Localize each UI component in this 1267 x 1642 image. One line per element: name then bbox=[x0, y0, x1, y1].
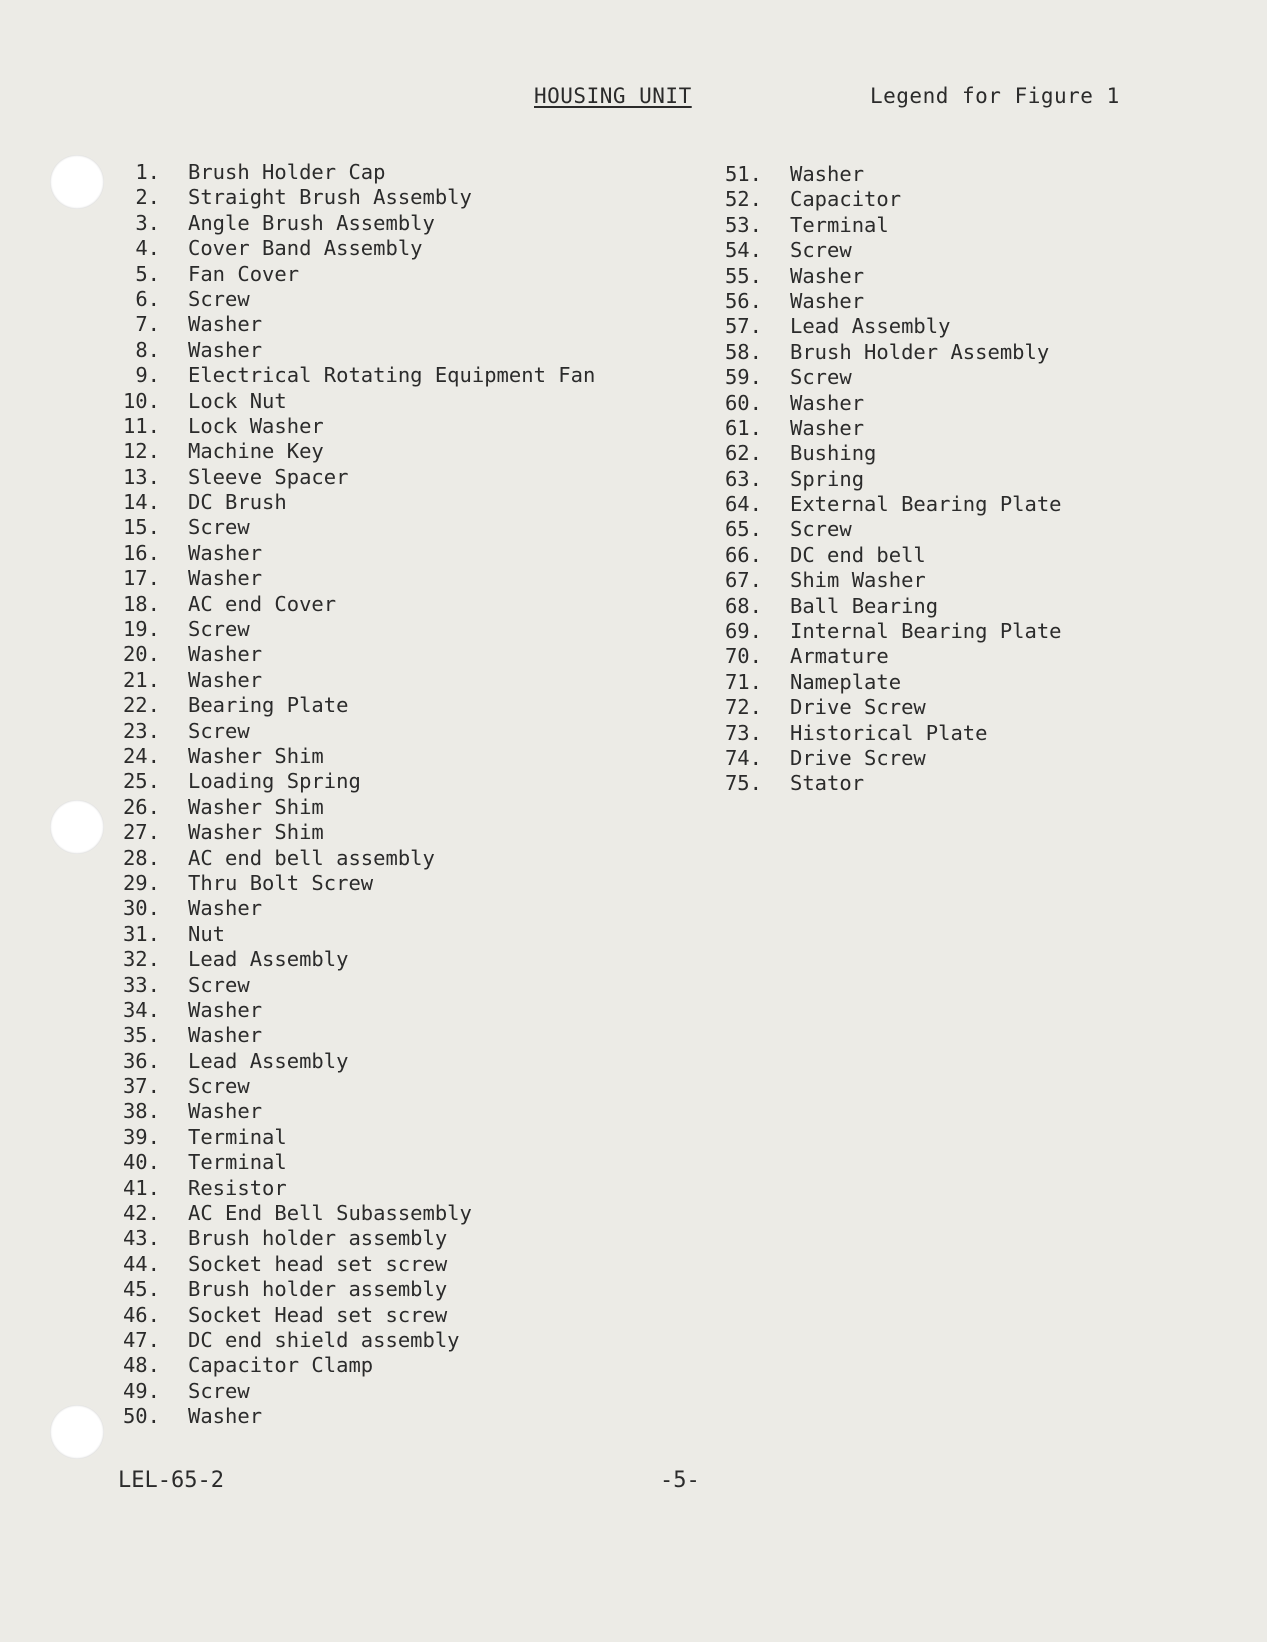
item-number: 70 . bbox=[714, 644, 762, 669]
part-name: Screw bbox=[188, 1378, 250, 1403]
item-number: 2 . bbox=[112, 185, 160, 210]
part-name: Washer bbox=[188, 1099, 263, 1124]
page-title: HOUSING UNIT bbox=[534, 84, 692, 108]
part-name: Screw bbox=[188, 617, 250, 642]
item-number: 33 . bbox=[112, 973, 160, 998]
item-number: 27 . bbox=[112, 820, 160, 845]
item-number: 74 . bbox=[714, 746, 762, 771]
part-name: Internal Bearing Plate bbox=[790, 619, 1062, 644]
item-number: 48 . bbox=[112, 1353, 160, 1378]
part-name: Washer bbox=[790, 263, 865, 288]
part-name: Washer bbox=[188, 896, 263, 921]
item-number: 18 . bbox=[112, 592, 160, 617]
part-name: Washer bbox=[188, 1404, 263, 1429]
item-number: 41 . bbox=[112, 1176, 160, 1201]
item-number: 23 . bbox=[112, 719, 160, 744]
part-name: AC end Cover bbox=[188, 591, 337, 616]
part-name: Capacitor bbox=[790, 187, 902, 212]
item-number: 24 . bbox=[112, 744, 160, 769]
item-number: 39 . bbox=[112, 1125, 160, 1150]
part-name: Screw bbox=[188, 1074, 250, 1099]
item-number: 47 . bbox=[112, 1328, 160, 1353]
item-number: 66 . bbox=[714, 543, 762, 568]
part-name: Bearing Plate bbox=[188, 693, 349, 718]
part-name: Washer bbox=[188, 540, 263, 565]
item-number: 16 . bbox=[112, 541, 160, 566]
part-name: Electrical Rotating Equipment Fan bbox=[188, 363, 596, 388]
item-number: 12 . bbox=[112, 439, 160, 464]
item-number: 44 . bbox=[112, 1252, 160, 1277]
part-name: Drive Screw bbox=[790, 745, 926, 770]
item-number: 45 . bbox=[112, 1277, 160, 1302]
part-name: Stator bbox=[790, 771, 865, 796]
item-number: 63 . bbox=[714, 467, 762, 492]
item-number: 58 . bbox=[714, 340, 762, 365]
part-name: DC end shield assembly bbox=[188, 1327, 460, 1352]
part-name: External Bearing Plate bbox=[790, 492, 1062, 517]
part-name: Angle Brush Assembly bbox=[188, 210, 435, 235]
part-name: Resistor bbox=[188, 1175, 287, 1200]
part-name: Washer bbox=[188, 997, 263, 1022]
item-number: 6 . bbox=[112, 287, 160, 312]
item-number: 7 . bbox=[112, 312, 160, 337]
part-name: DC Brush bbox=[188, 490, 287, 515]
item-number: 13 . bbox=[112, 465, 160, 490]
part-name: Washer bbox=[188, 642, 263, 667]
part-name: Washer Shim bbox=[188, 794, 324, 819]
item-number: 49 . bbox=[112, 1379, 160, 1404]
item-number: 43 . bbox=[112, 1226, 160, 1251]
item-number: 67 . bbox=[714, 568, 762, 593]
item-number: 73 . bbox=[714, 721, 762, 746]
part-name: Washer bbox=[790, 288, 865, 313]
item-number: 51 . bbox=[714, 162, 762, 187]
item-number: 40 . bbox=[112, 1150, 160, 1175]
part-name: Shim Washer bbox=[790, 568, 926, 593]
item-number: 64 . bbox=[714, 492, 762, 517]
item-number: 21 . bbox=[112, 668, 160, 693]
part-name: Screw bbox=[790, 238, 852, 263]
item-number: 28 . bbox=[112, 846, 160, 871]
part-name: Sleeve Spacer bbox=[188, 464, 349, 489]
item-number: 4 . bbox=[112, 236, 160, 261]
item-number: 26 . bbox=[112, 795, 160, 820]
part-name: Screw bbox=[188, 972, 250, 997]
item-number: 9 . bbox=[112, 363, 160, 388]
item-number: 50 . bbox=[112, 1404, 160, 1429]
part-name: Ball Bearing bbox=[790, 593, 939, 618]
part-name: Washer bbox=[188, 312, 263, 337]
part-name: Washer bbox=[188, 337, 263, 362]
item-number: 31 . bbox=[112, 922, 160, 947]
part-name: Lead Assembly bbox=[790, 314, 951, 339]
item-number: 53 . bbox=[714, 213, 762, 238]
part-name: DC end bell bbox=[790, 542, 926, 567]
part-name: Screw bbox=[188, 718, 250, 743]
part-name: Armature bbox=[790, 644, 889, 669]
part-name: Washer Shim bbox=[188, 820, 324, 845]
item-number: 54 . bbox=[714, 238, 762, 263]
part-name: Washer bbox=[188, 566, 263, 591]
item-number: 55 . bbox=[714, 264, 762, 289]
part-name: Machine Key bbox=[188, 439, 324, 464]
item-number: 57 . bbox=[714, 314, 762, 339]
part-name: Lock Washer bbox=[188, 413, 324, 438]
item-number: 37 . bbox=[112, 1074, 160, 1099]
part-name: Socket head set screw bbox=[188, 1251, 448, 1276]
item-number: 3 . bbox=[112, 211, 160, 236]
part-name: Terminal bbox=[188, 1124, 287, 1149]
item-number: 61 . bbox=[714, 416, 762, 441]
part-name: Washer Shim bbox=[188, 743, 324, 768]
item-number: 11 . bbox=[112, 414, 160, 439]
part-name: Screw bbox=[790, 517, 852, 542]
item-number: 38 . bbox=[112, 1099, 160, 1124]
page-number: -5- bbox=[660, 1468, 700, 1493]
part-name: Historical Plate bbox=[790, 720, 988, 745]
part-name: Terminal bbox=[188, 1150, 287, 1175]
item-number: 34 . bbox=[112, 998, 160, 1023]
part-name: Capacitor Clamp bbox=[188, 1353, 374, 1378]
item-number: 65 . bbox=[714, 517, 762, 542]
item-number: 5 . bbox=[112, 262, 160, 287]
punch-hole bbox=[50, 1405, 104, 1459]
item-number: 59 . bbox=[714, 365, 762, 390]
part-name: AC End Bell Subassembly bbox=[188, 1201, 472, 1226]
item-number: 32 . bbox=[112, 947, 160, 972]
item-number: 52 . bbox=[714, 187, 762, 212]
part-name: Brush Holder Cap bbox=[188, 160, 386, 184]
part-name: Brush holder assembly bbox=[188, 1277, 448, 1302]
item-number: 20 . bbox=[112, 642, 160, 667]
part-name: Screw bbox=[188, 515, 250, 540]
part-name: Cover Band Assembly bbox=[188, 236, 423, 261]
part-name: AC end bell assembly bbox=[188, 845, 435, 870]
item-number: 72 . bbox=[714, 695, 762, 720]
item-number: 60 . bbox=[714, 391, 762, 416]
part-name: Terminal bbox=[790, 212, 889, 237]
item-number: 10 . bbox=[112, 389, 160, 414]
item-number: 14 . bbox=[112, 490, 160, 515]
item-number: 30 . bbox=[112, 896, 160, 921]
item-number: 15 . bbox=[112, 515, 160, 540]
part-name: Bushing bbox=[790, 441, 877, 466]
item-number: 68 . bbox=[714, 594, 762, 619]
part-name: Thru Bolt Screw bbox=[188, 870, 374, 895]
part-name: Washer bbox=[188, 1023, 263, 1048]
item-number: 71 . bbox=[714, 670, 762, 695]
part-name: Lock Nut bbox=[188, 388, 287, 413]
item-number: 35 . bbox=[112, 1023, 160, 1048]
part-name: Lead Assembly bbox=[188, 1048, 349, 1073]
part-name: Nut bbox=[188, 921, 226, 946]
part-name: Fan Cover bbox=[188, 261, 300, 286]
part-name: Spring bbox=[790, 466, 865, 491]
item-number: 46 . bbox=[112, 1303, 160, 1328]
item-number: 62 . bbox=[714, 441, 762, 466]
item-number: 17 . bbox=[112, 566, 160, 591]
item-number: 69 . bbox=[714, 619, 762, 644]
part-name: Screw bbox=[790, 365, 852, 390]
item-number: 75 . bbox=[714, 771, 762, 796]
punch-hole bbox=[50, 155, 104, 209]
part-name: Washer bbox=[790, 390, 865, 415]
punch-hole bbox=[50, 800, 104, 854]
document-id: LEL-65-2 bbox=[118, 1468, 224, 1493]
part-name: Brush Holder Assembly bbox=[790, 339, 1050, 364]
part-name: Screw bbox=[188, 286, 250, 311]
item-number: 19 . bbox=[112, 617, 160, 642]
item-number: 22 . bbox=[112, 693, 160, 718]
legend-title: Legend for Figure 1 bbox=[870, 84, 1120, 108]
part-name: Socket Head set screw bbox=[188, 1302, 448, 1327]
part-name: Washer bbox=[790, 162, 865, 186]
part-name: Loading Spring bbox=[188, 769, 361, 794]
part-name: Brush holder assembly bbox=[188, 1226, 448, 1251]
part-name: Washer bbox=[790, 415, 865, 440]
part-name: Nameplate bbox=[790, 669, 902, 694]
item-number: 29 . bbox=[112, 871, 160, 896]
item-number: 56 . bbox=[714, 289, 762, 314]
part-name: Lead Assembly bbox=[188, 947, 349, 972]
item-number: 25 . bbox=[112, 769, 160, 794]
part-name: Washer bbox=[188, 667, 263, 692]
part-name: Drive Screw bbox=[790, 695, 926, 720]
item-number: 8 . bbox=[112, 338, 160, 363]
item-number: 1 . bbox=[112, 160, 160, 185]
item-number: 36 . bbox=[112, 1049, 160, 1074]
part-name: Straight Brush Assembly bbox=[188, 185, 472, 210]
item-number: 42 . bbox=[112, 1201, 160, 1226]
